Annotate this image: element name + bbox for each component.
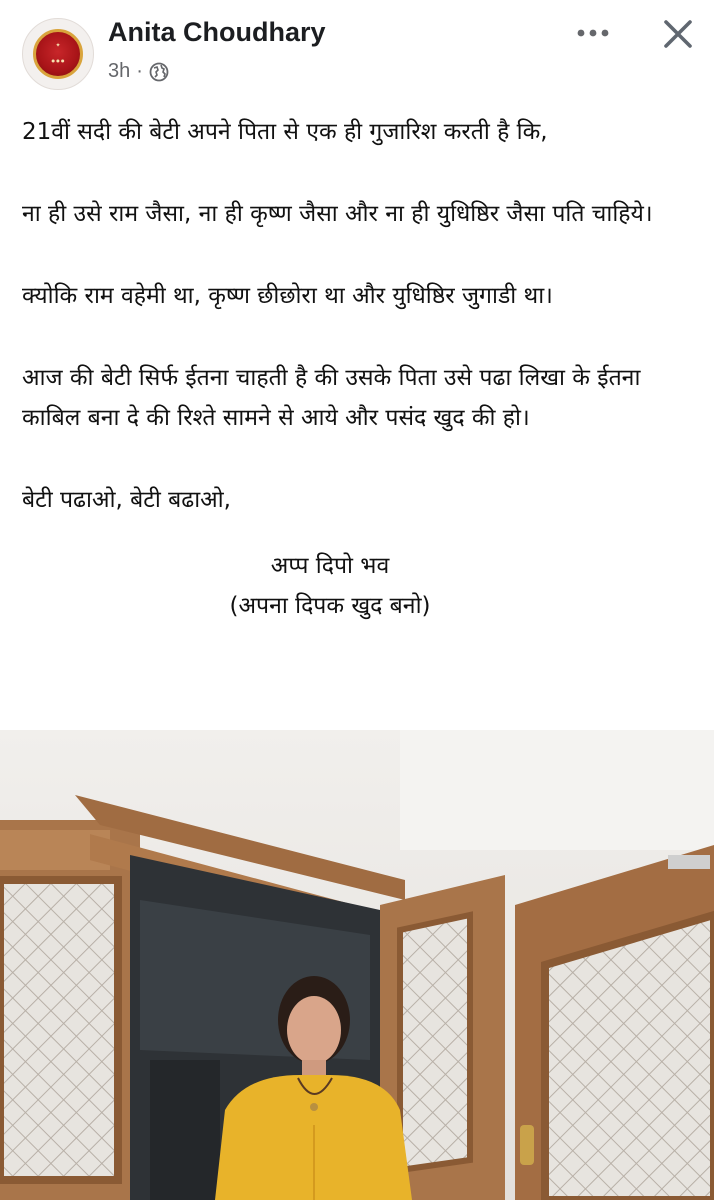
post-time[interactable]: 3h xyxy=(108,60,131,82)
post-text xyxy=(22,112,694,626)
paragraph: क्योकि राम वहेमी था, कृष्ण छीछोरा था और युधिष्ठिर जुगाडी था। xyxy=(22,283,553,309)
paragraph: बेटी पढाओ, बेटी बढाओ, xyxy=(22,487,231,513)
globe-icon xyxy=(149,62,169,82)
post-meta xyxy=(108,60,169,83)
paragraph: ना ही उसे राम जैसा, ना ही कृष्ण जैसा और ना ही युधिष्ठिर जैसा पति चाहिये। xyxy=(22,201,653,227)
avatar[interactable] xyxy=(22,18,94,90)
post-photo[interactable] xyxy=(0,730,714,1200)
photo-illustration xyxy=(0,730,714,1200)
paragraph: 21वीं सदी की बेटी अपने पिता से एक ही गुजारिश करती है कि, xyxy=(22,119,548,145)
more-options-icon[interactable] xyxy=(570,18,616,48)
closing-line: (अपना दिपक खुद बनो) xyxy=(229,593,431,619)
meta-separator: · xyxy=(136,60,143,82)
close-icon[interactable] xyxy=(656,14,700,54)
author-name[interactable]: Anita Choudhary xyxy=(108,17,326,47)
closing-line: अप्प दिपो भव xyxy=(270,553,390,579)
paragraph: आज की बेटी सिर्फ ईतना चाहती है की उसके पिता उसे पढा लिखा के ईतना काबिल बना दे की रिश्ते सामने से आये और पसंद खुद की हो। xyxy=(22,365,641,431)
avatar-logo: ✦ ● ● ● xyxy=(33,29,83,79)
post-header xyxy=(0,0,714,100)
